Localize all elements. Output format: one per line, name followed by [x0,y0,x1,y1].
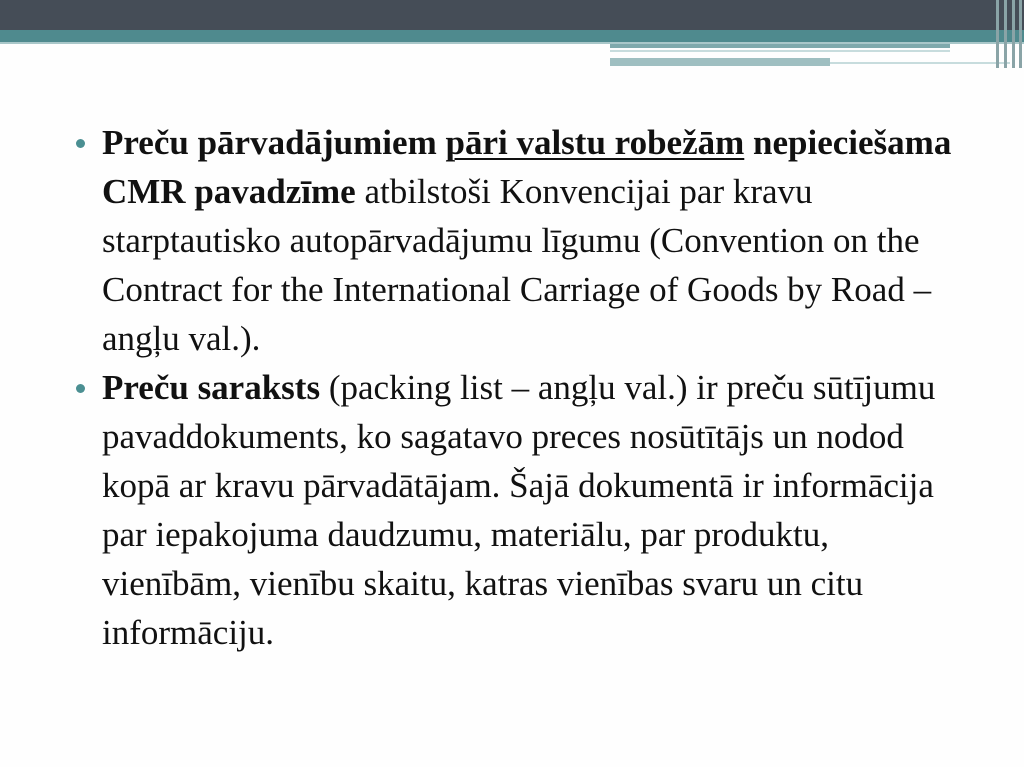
bullet-text: atbilstoši Konvencijai par kravu starptautisko autopārvadājumu līgumu (Convention on the Contract for the International Carriage of Goods by Road – angļu val.). [102,172,932,358]
bullet-list [72,118,972,657]
bullet-item-packing-list [72,363,972,657]
header-accent-bar [610,44,950,48]
header-dark-band [0,0,1024,30]
header-accent-line [830,62,1010,64]
header-stripe [1004,0,1007,68]
bullet-underlined-text: pāri valstu robežām [445,123,745,162]
header-stripe [1019,0,1022,68]
bullet-bold-text: Preču pārvadājumiem [102,123,446,162]
bullet-bold-text: nepieciešama CMR pavadzīme [102,123,952,211]
header-stripe [996,0,999,68]
bullet-text: (packing list – angļu val.) ir preču sūtījumu pavaddokuments, ko sagatavo preces nosūtītājs un nodod kopā ar kravu pārvadātājam. Šajā dokumentā ir informācija par iepakojuma daudzumu, materiālu, par produktu, vienībām, vienību skaitu, katras vienības svaru un citu informāciju. [102,368,936,652]
bullet-item-cmr [72,118,972,363]
bullet-bold-text: Preču saraksts [102,368,321,407]
header-teal-band [0,30,1024,42]
header-accent-line [610,50,950,52]
header-accent-bar [610,58,830,66]
bullet-icon [76,139,85,148]
bullet-icon [76,384,85,393]
slide-header-decoration [0,0,1024,70]
header-vertical-stripes [994,0,1024,68]
header-stripe [1012,0,1015,68]
slide-body [72,118,972,657]
